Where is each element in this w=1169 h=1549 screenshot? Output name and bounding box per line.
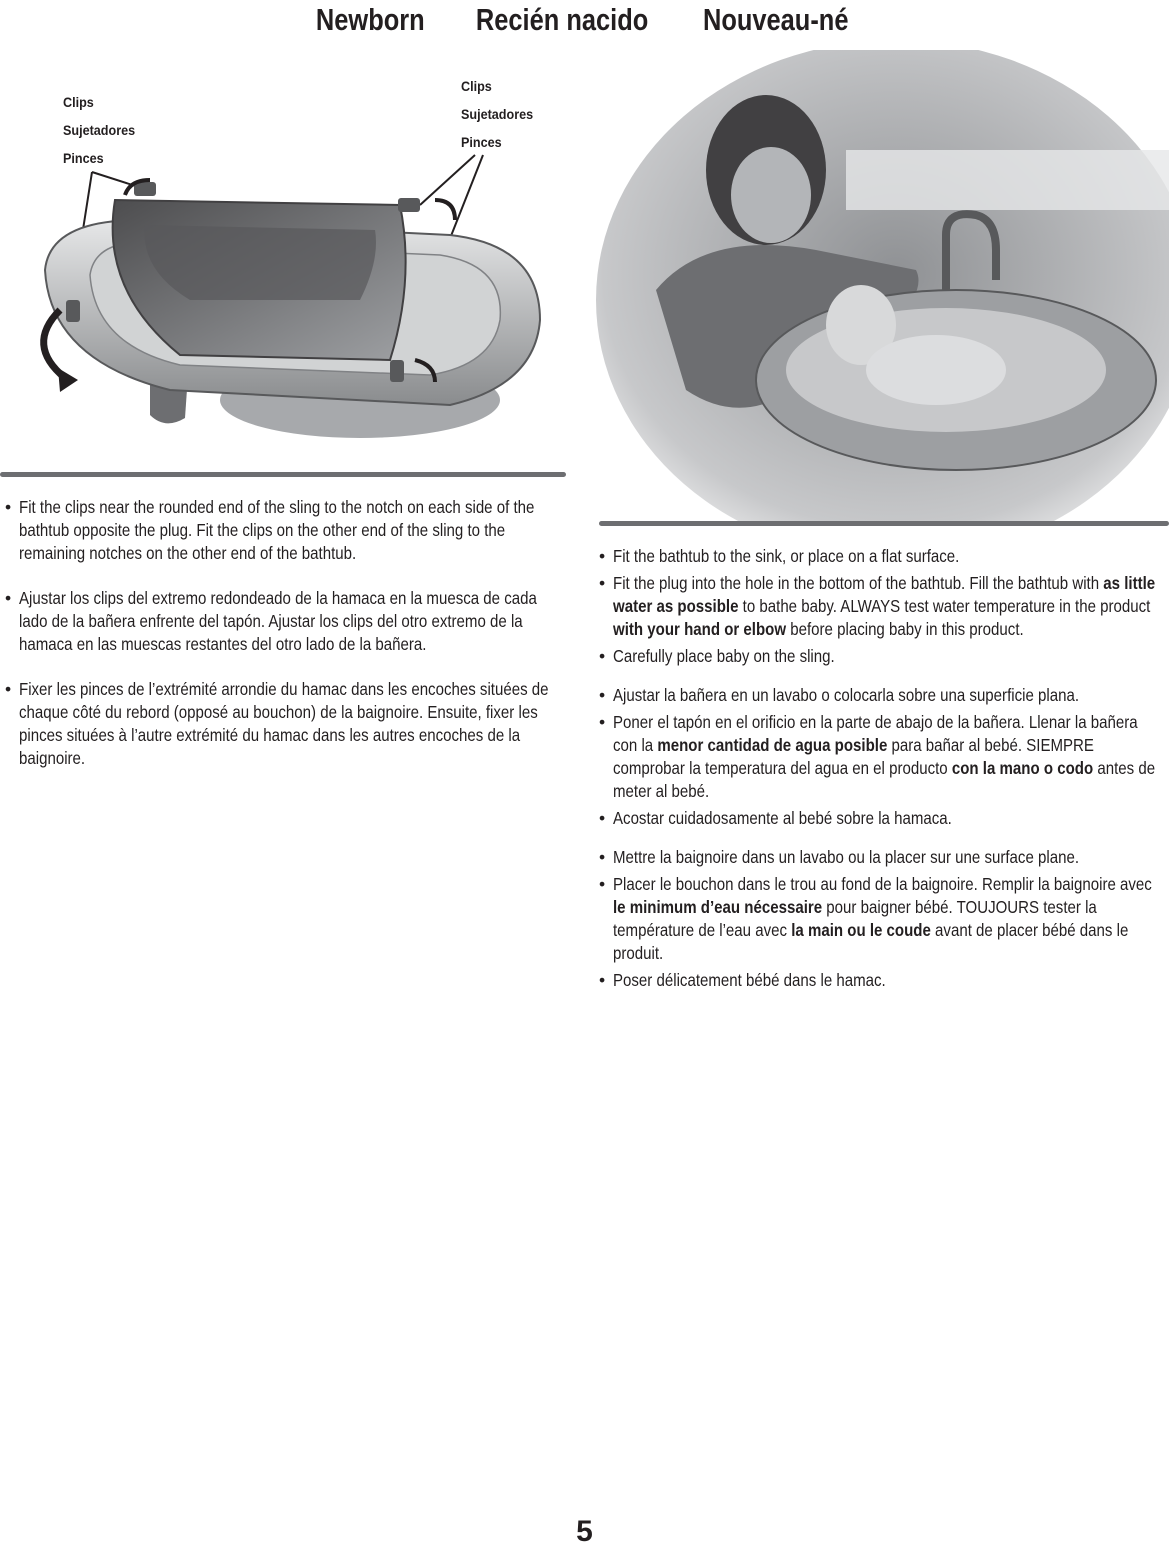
mother-bathing-baby-photo (596, 50, 1169, 524)
callout-left-fr: Pinces (63, 150, 104, 166)
list-item: • Acostar cuidadosamente al bebé sobre la hamaca. (599, 807, 1167, 830)
divider-left (0, 472, 566, 477)
clip-instructions (5, 496, 560, 792)
list-item: • Carefully place baby on the sling. (599, 645, 1167, 668)
clip-instructions-fr: • Fixer les pinces de l’extrémité arrondie du hamac dans les encoches situées de chaque côté du rebord (opposé au bouchon) de la baignoire. Ensuite, fixer les pinces situées à l’autre extrémité du hamac dans les autres encoches de la baignoire. (5, 678, 560, 770)
callout-right-es: Sujetadores (461, 106, 534, 122)
callout-right-en: Clips (461, 78, 492, 94)
divider-right (599, 521, 1169, 526)
callout-right-fr: Pinces (461, 134, 502, 150)
callout-left-en: Clips (63, 94, 94, 110)
clip-instructions-es: • Ajustar los clips del extremo redondeado de la hamaca en la muesca de cada lado de la bañera enfrente del tapón. Ajustar los clips del otro extremo de la hamaca en las muescas restantes del otro lado de la bañera. (5, 587, 560, 656)
title-es: Recién nacido (475, 2, 649, 37)
page-number: 5 (576, 1515, 593, 1548)
bathtub-sling-illustration (30, 160, 570, 460)
list-item: • Poser délicatement bébé dans le hamac. (599, 969, 1167, 992)
clip-instructions-en: • Fit the clips near the rounded end of the sling to the notch on each side of the bathtub opposite the plug. Fit the clips on the other end of the sling to the remaining notches on the other end of the bathtub. (5, 496, 560, 565)
list-item: • Fit the plug into the hole in the bottom of the bathtub. Fill the bathtub with as little water as possible to bathe baby. ALWAYS test water temperature in the product with your hand or elbow before placing baby in this product. (599, 572, 1167, 641)
title-fr: Nouveau-né (703, 2, 849, 37)
title-en: Newborn (316, 2, 426, 37)
bathing-instructions-fr (599, 846, 1167, 992)
bathing-instructions (599, 545, 1167, 1008)
bathing-instructions-en (599, 545, 1167, 668)
bathing-instructions-es (599, 684, 1167, 830)
callout-left-es: Sujetadores (63, 122, 136, 138)
list-item: • Poner el tapón en el orificio en la parte de abajo de la bañera. Llenar la bañera con la menor cantidad de agua posible para bañar al bebé. SIEMPRE comprobar la temperatura del agua en el producto con la mano o codo antes de meter al bebé. (599, 711, 1167, 803)
list-item: • Ajustar la bañera en un lavabo o colocarla sobre una superficie plana. (599, 684, 1167, 707)
list-item: • Placer le bouchon dans le trou au fond de la baignoire. Remplir la baignoire avec le minimum d’eau nécessaire pour baigner bébé. TOUJOURS tester la température de l’eau avec la main ou le coude avant de placer bébé dans le produit. (599, 873, 1167, 965)
list-item: • Fit the bathtub to the sink, or place on a flat surface. (599, 545, 1167, 568)
list-item: • Mettre la baignoire dans un lavabo ou la placer sur une surface plane. (599, 846, 1167, 869)
